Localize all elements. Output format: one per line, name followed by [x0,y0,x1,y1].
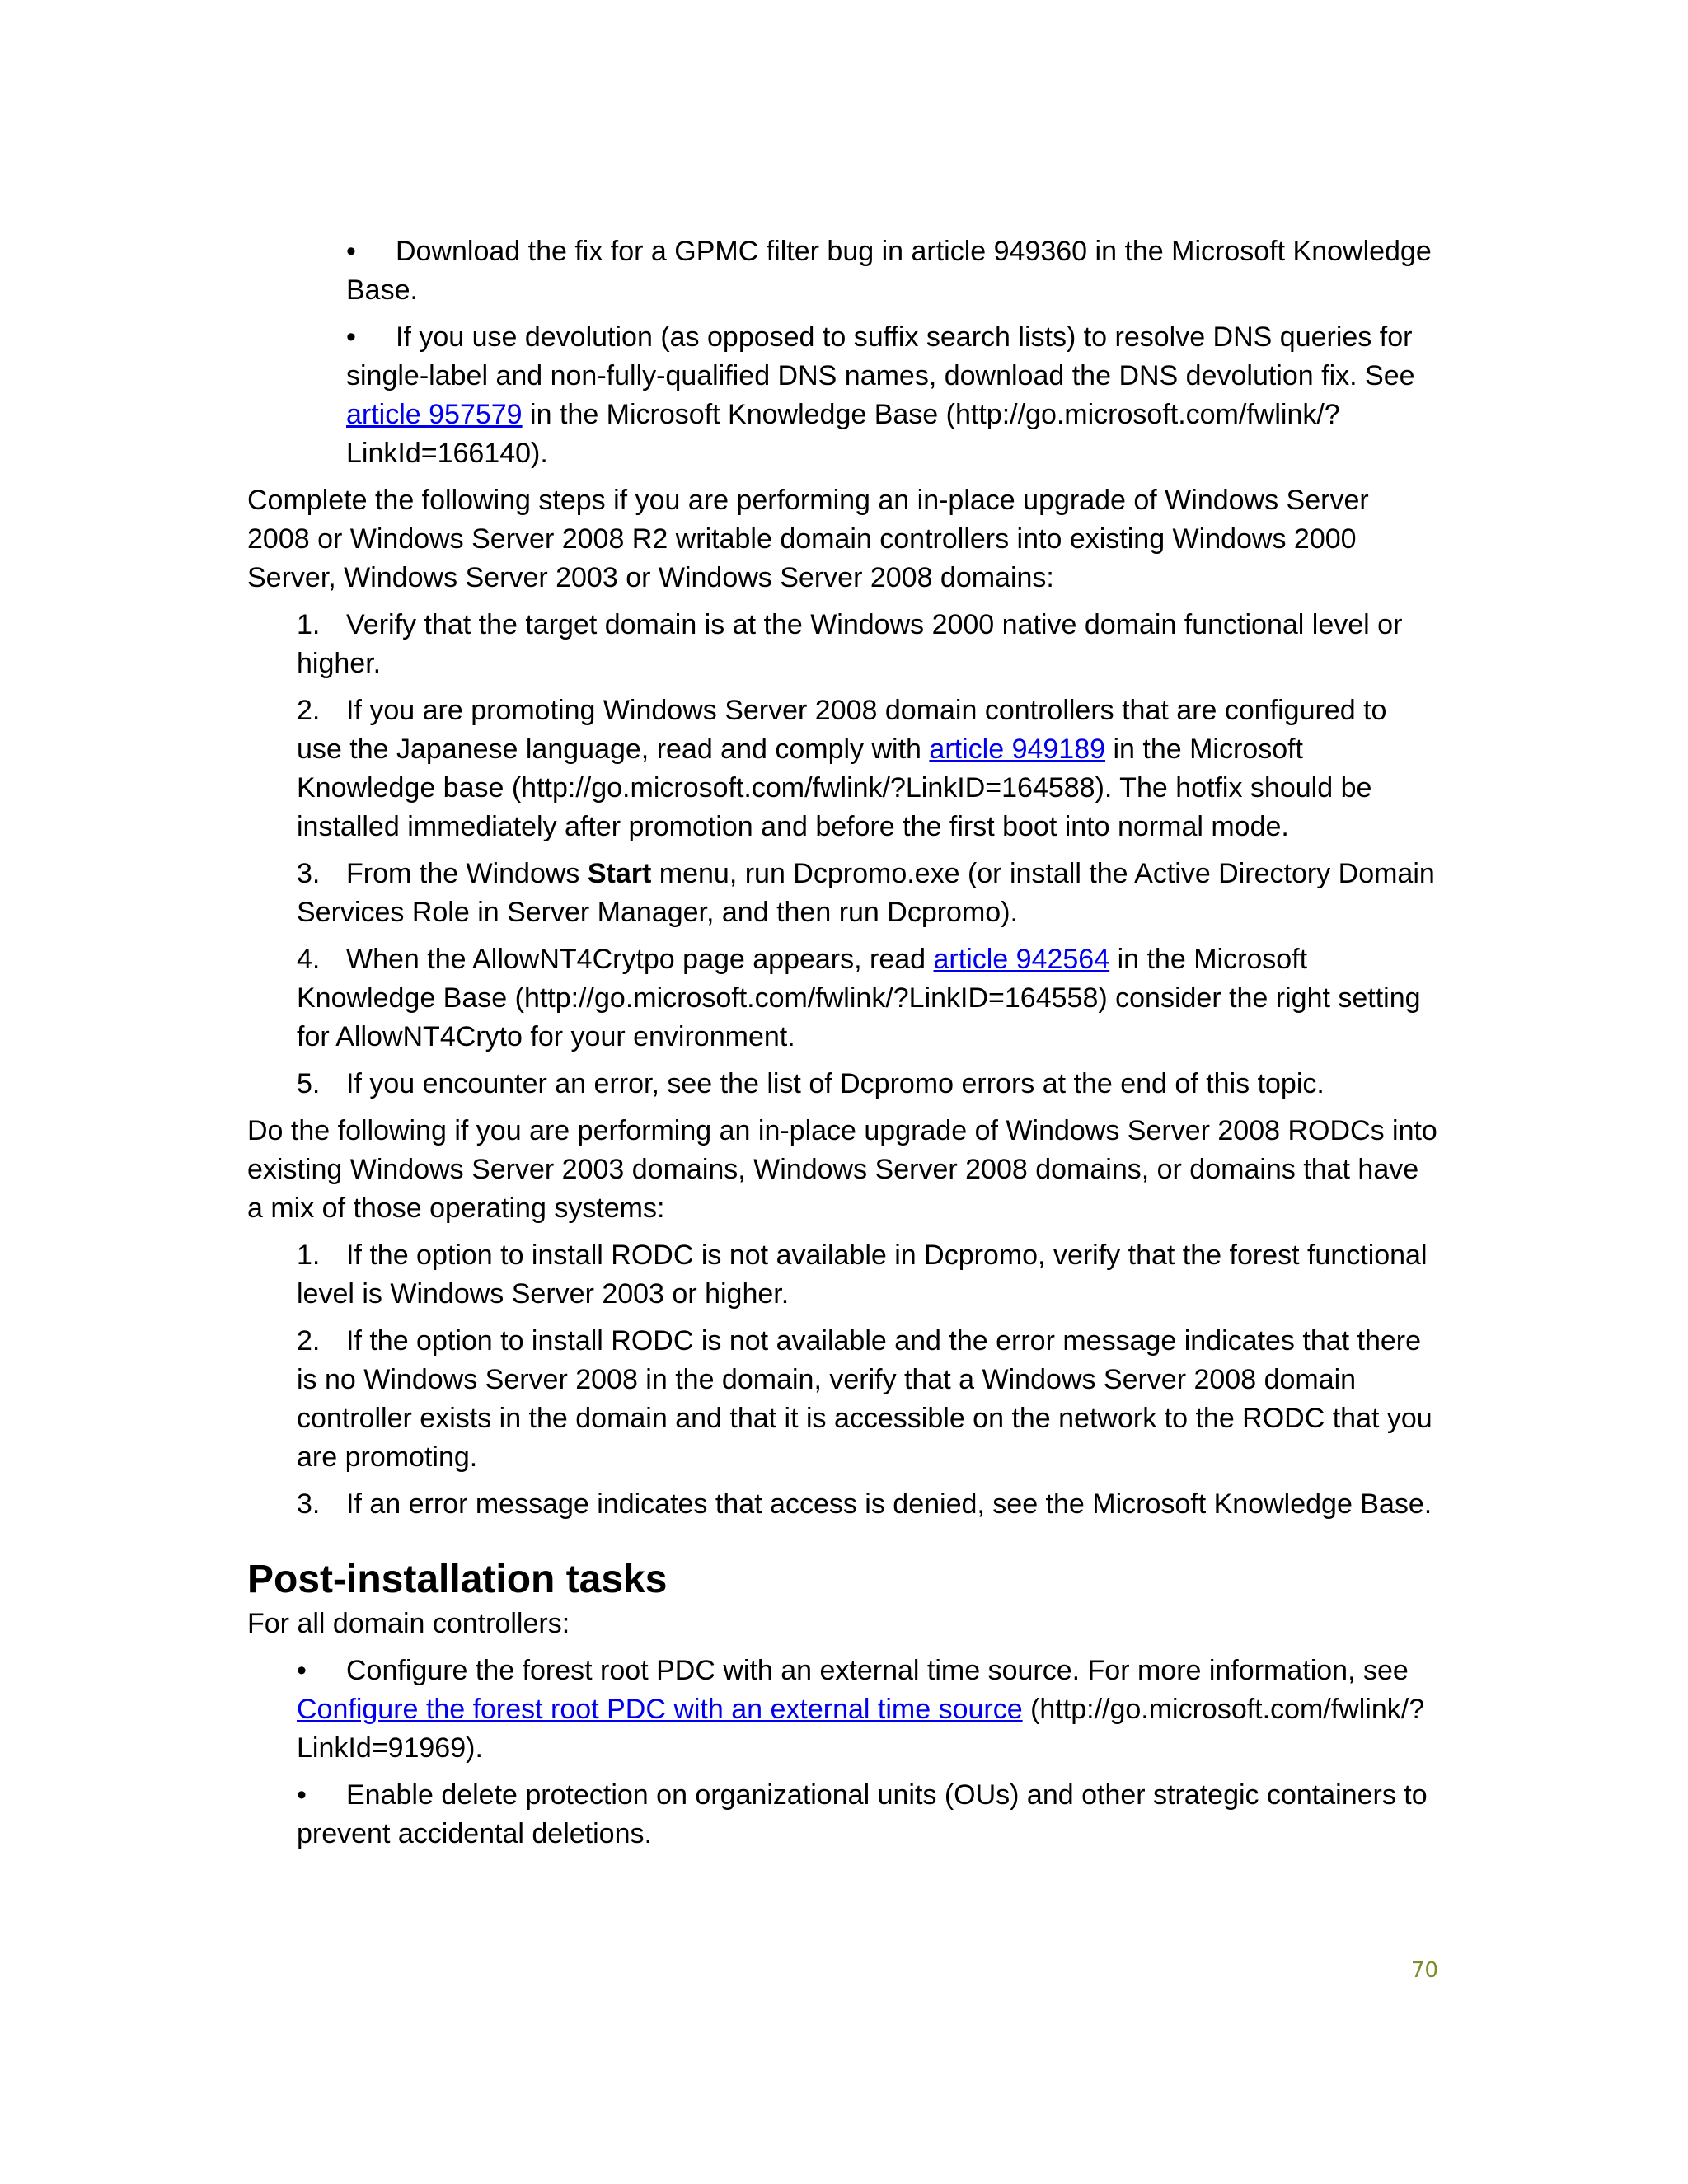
page-number: 70 [1410,1958,1438,1983]
list-item-text: If an error message indicates that access is denied, see the Microsoft Knowledge Base. [346,1488,1432,1520]
bullet-marker: • [346,321,356,353]
bullet-marker: • [297,1655,307,1686]
list-item-text: If the option to install RODC is not available in Dcpromo, verify that the forest functional level is Windows Server 2003 or higher. [297,1240,1428,1310]
list-item [247,1776,1438,1854]
list-item [247,1065,1438,1104]
paragraph-writable-dc: Complete the following steps if you are performing an in-place upgrade of Windows Server 2008 or Windows Server 2008 R2 writable domain controllers into existing Windows 2000 Server, Windows Server 2003 or Windows Server 2008 domains: [247,485,1369,593]
list-item [247,606,1438,683]
number-marker: 3. [297,1488,321,1520]
number-marker: 4. [297,944,321,975]
list-item-text: If the option to install RODC is not available and the error message indicates that there is no Windows Server 2008 in the domain, verify that a Windows Server 2008 domain controller exists in the domain and that it is accessible on the network to the RODC that you are promoting. [297,1325,1432,1473]
list-item [247,232,1438,310]
article-949189-link[interactable]: article 949189 [929,733,1106,765]
list-item [247,940,1438,1057]
bullet-marker: • [346,236,356,267]
number-marker: 2. [297,695,321,726]
list-item-text: From the Windows [346,858,588,889]
list-item [247,691,1438,846]
list-item-text: in the Microsoft Knowledge base (http://go.microsoft.com/fwlink/?LinkID=164588). The hotfix should be installed immediately after promotion and before the first boot into normal mode. [297,733,1372,842]
list-item-text: When the AllowNT4Crytpo page appears, read [346,944,934,975]
number-marker: 1. [297,1240,321,1271]
list-item-text: If you use devolution (as opposed to suffix search lists) to resolve DNS queries for single-label and non-fully-qualified DNS names, download the DNS devolution fix. See [346,321,1415,391]
document-page [247,232,1438,1854]
article-957579-link[interactable]: article 957579 [346,399,523,430]
list-item [247,1652,1438,1768]
list-item [247,1485,1438,1524]
article-942564-link[interactable]: article 942564 [933,944,1110,975]
list-item-text: If you are promoting Windows Server 2008 domain controllers that are configured to use the Japanese language, read and comply with [297,695,1387,765]
list-item-text: Download the fix for a GPMC filter bug in article 949360 in the Microsoft Knowledge Base. [346,236,1432,306]
configure-pdc-time-source-link[interactable]: Configure the forest root PDC with an external time source [297,1694,1023,1725]
paragraph-rodc: Do the following if you are performing an in-place upgrade of Windows Server 2008 RODCs into existing Windows Server 2003 domains, Windows Server 2008 domains, or domains that have a mix of those operating systems: [247,1115,1437,1224]
numbered-list-rodc [247,1236,1438,1524]
list-item-text: If you encounter an error, see the list of Dcpromo errors at the end of this topic. [346,1068,1325,1099]
bullet-marker: • [297,1779,307,1811]
list-item-text: Configure the forest root PDC with an external time source. For more information, see [346,1655,1409,1686]
list-item [247,318,1438,473]
list-item [247,855,1438,932]
list-item [247,1322,1438,1477]
number-marker: 5. [297,1068,321,1099]
number-marker: 2. [297,1325,321,1357]
paragraph-all-dcs: For all domain controllers: [247,1608,570,1639]
bullet-list-prereqs [247,232,1438,473]
list-item-text: in the Microsoft Knowledge Base (http://go.microsoft.com/fwlink/?LinkID=164558) consider the right setting for AllowNT4Cryto for your environment. [297,944,1421,1052]
list-item-text: Enable delete protection on organizational units (OUs) and other strategic containers to prevent accidental deletions. [297,1779,1428,1849]
numbered-list-writable-dc [247,606,1438,1104]
list-item-text: (http://go.microsoft.com/fwlink/?LinkId=91969). [297,1694,1425,1764]
bullet-list-post-install [247,1652,1438,1854]
list-item-text: menu, run Dcpromo.exe (or install the Active Directory Domain Services Role in Server Manager, and then run Dcpromo). [297,858,1435,928]
list-item [247,1236,1438,1314]
list-item-text: in the Microsoft Knowledge Base (http://go.microsoft.com/fwlink/?LinkId=166140). [346,399,1340,469]
start-menu-label: Start [587,858,652,889]
number-marker: 1. [297,609,321,640]
section-heading-post-installation: Post-installation tasks [247,1558,668,1601]
number-marker: 3. [297,858,321,889]
list-item-text: Verify that the target domain is at the Windows 2000 native domain functional level or higher. [297,609,1403,679]
